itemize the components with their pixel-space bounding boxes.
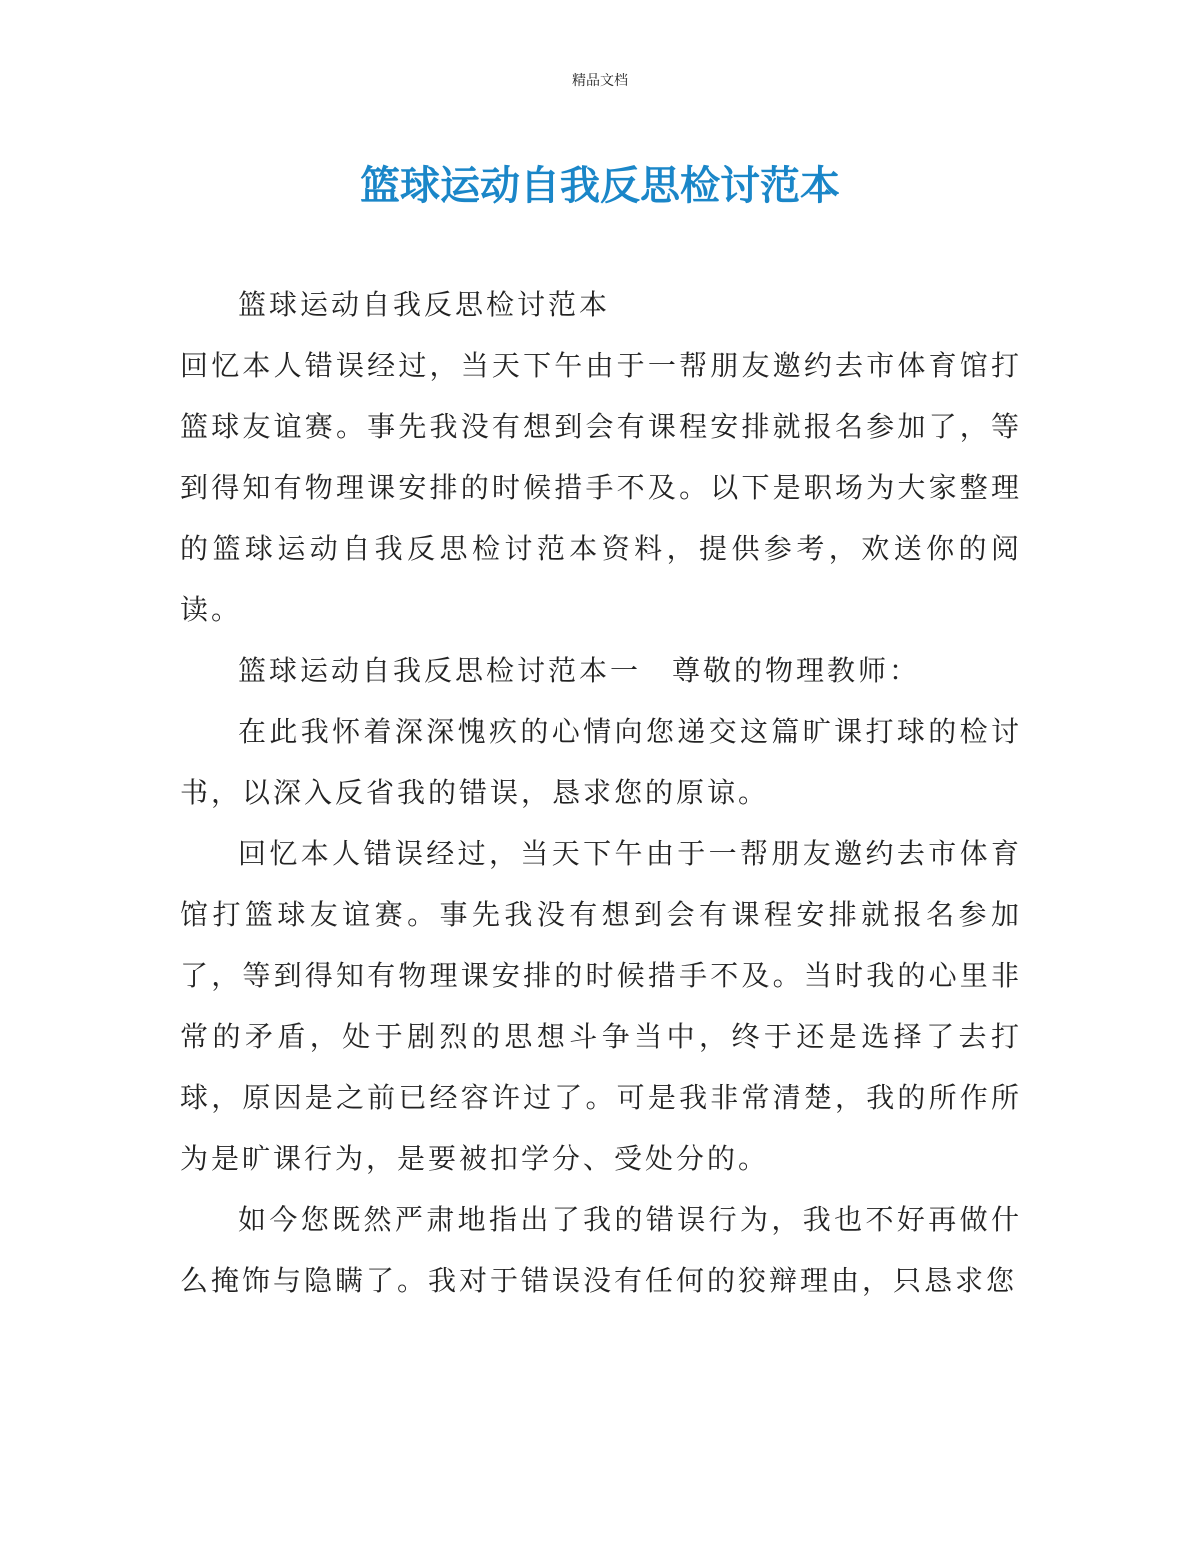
paragraph-body: 在此我怀着深深愧疚的心情向您递交这篇旷课打球的检讨书，以深入反省我的错误，恳求您的原谅。 <box>180 715 1022 809</box>
paragraph-body: 回忆本人错误经过，当天下午由于一帮朋友邀约去市体育馆打篮球友谊赛。事先我没有想到会有课程安排就报名参加了，等到得知有物理课安排的时候措手不及。当时我的心里非常的矛盾，处于剧烈的思想斗争当中，终于还是选择了去打球，原因是之前已经容许过了。可是我非常清楚，我的所作所为是旷课行为，是要被扣学分、受处分的。 <box>180 837 1022 1175</box>
document-body <box>180 274 1022 1311</box>
paragraph-intro: 回忆本人错误经过，当天下午由于一帮朋友邀约去市体育馆打篮球友谊赛。事先我没有想到会有课程安排就报名参加了，等到得知有物理课安排的时候措手不及。以下是职场为大家整理的篮球运动自我反思检讨范本资料，提供参考，欢送你的阅读。 <box>180 349 1022 626</box>
header-label: 精品文档 <box>572 73 628 89</box>
document-title: 篮球运动自我反思检讨范本 <box>360 163 840 209</box>
paragraph-subtitle: 篮球运动自我反思检讨范本 <box>238 288 611 321</box>
paragraph-body: 如今您既然严肃地指出了我的错误行为，我也不好再做什么掩饰与隐瞒了。我对于错误没有任何的狡辩理由，只恳求您 <box>180 1203 1022 1297</box>
paragraph-salutation: 篮球运动自我反思检讨范本一 尊敬的物理教师： <box>238 654 921 687</box>
